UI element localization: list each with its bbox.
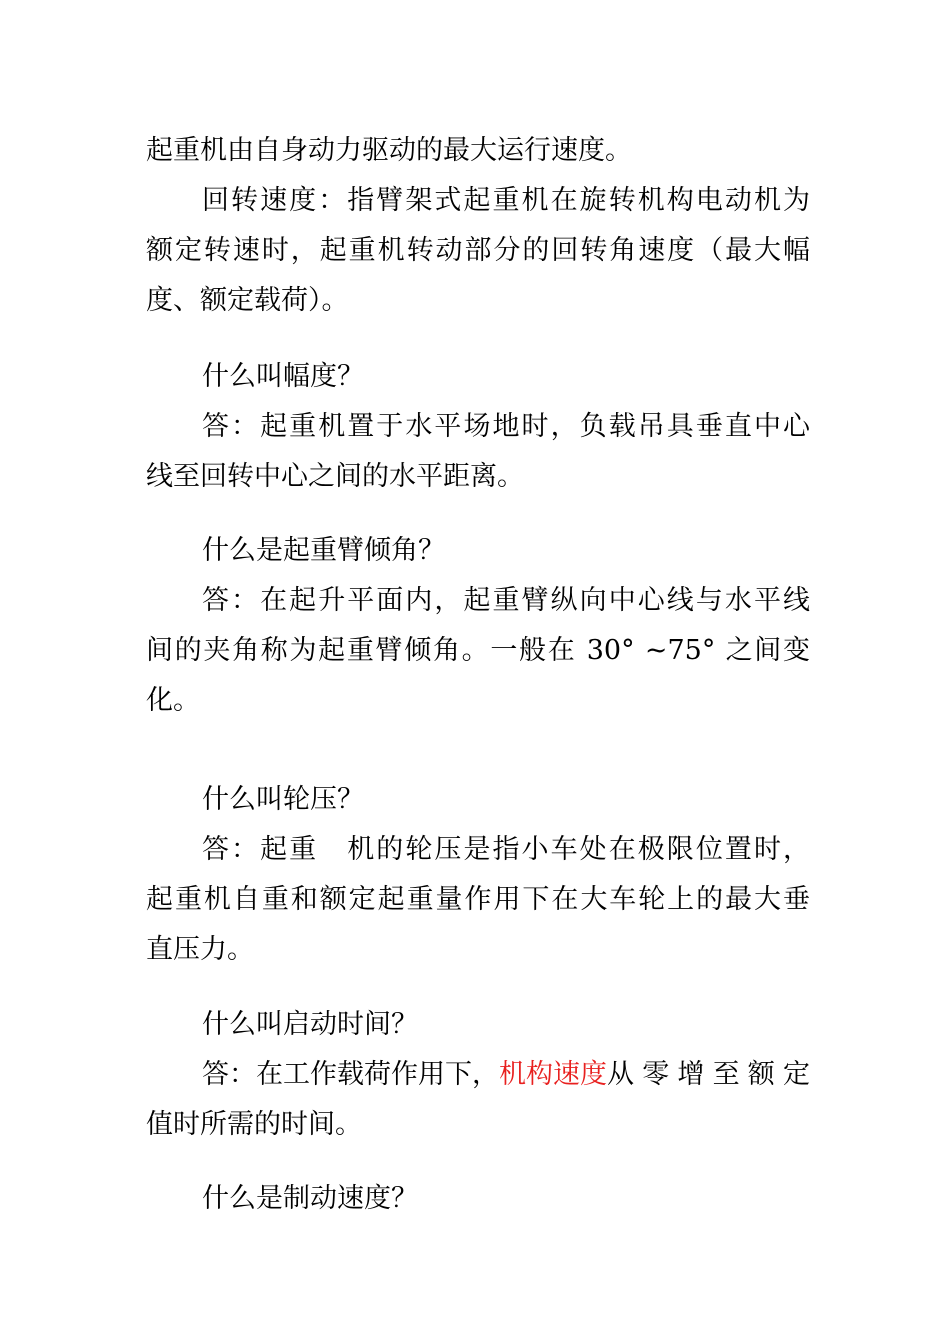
answer-line: 化。	[146, 685, 200, 716]
paragraph-line: 起重机由自身动力驱动的最大运行速度。	[146, 135, 632, 166]
question-heading: 什么叫幅度？	[202, 361, 364, 392]
answer-line: 答：起重 机的轮压是指小车处在极限位置时，	[202, 834, 810, 865]
question-heading: 什么叫启动时间？	[202, 1009, 418, 1040]
highlighted-term: 机构速度	[499, 1059, 607, 1090]
paragraph-line: 额定转速时，起重机转动部分的回转角速度（最大幅	[146, 235, 810, 266]
question-heading: 什么是起重臂倾角？	[202, 535, 445, 566]
answer-line	[202, 1060, 810, 1090]
answer-line: 答：起重机置于水平场地时，负载吊具垂直中心	[202, 411, 810, 442]
question-heading: 什么叫轮压？	[202, 784, 364, 815]
answer-line: 值时所需的时间。	[146, 1109, 362, 1140]
question-heading: 什么是制动速度？	[202, 1183, 418, 1214]
answer-line: 间的夹角称为起重臂倾角。一般在 30° ~75° 之间变	[146, 635, 810, 666]
paragraph-line: 回转速度：指臂架式起重机在旋转机构电动机为	[202, 185, 810, 216]
answer-text: 从零增至额定	[607, 1059, 810, 1090]
answer-text: 答：在工作载荷作用下，	[202, 1059, 499, 1090]
paragraph-line: 度、额定载荷）。	[146, 285, 349, 316]
answer-line: 线至回转中心之间的水平距离。	[146, 461, 524, 492]
answer-line: 答：在起升平面内，起重臂纵向中心线与水平线	[202, 585, 810, 616]
answer-line: 直压力。	[146, 934, 254, 965]
answer-line: 起重机自重和额定起重量作用下在大车轮上的最大垂	[146, 884, 810, 915]
